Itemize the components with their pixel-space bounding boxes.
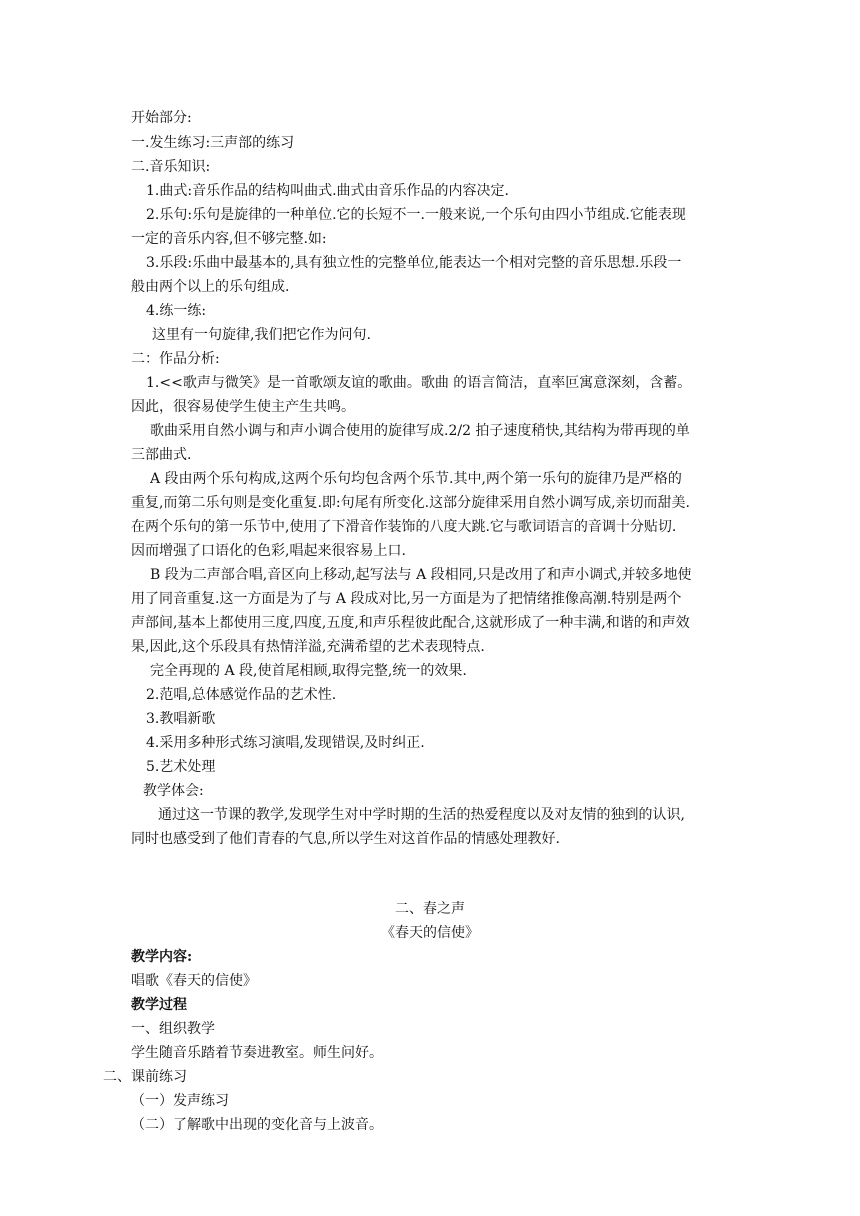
list-item: 二：作品分析: (131, 351, 220, 367)
paragraph-line: A 段由两个乐句构成,这两个乐句均包含两个乐节.其中,两个第一乐句的旋律乃是严格的 (150, 471, 682, 487)
section-heading-reflection: 教学体会: (143, 783, 204, 799)
step-text: 学生随音乐踏着节奏进教室。师生问好。 (131, 1045, 383, 1061)
content-text: 唱歌《春天的信使》 (131, 973, 257, 989)
process-heading: 教学过程 (131, 997, 187, 1013)
paragraph-line: B 段为二声部合唱,音区向上移动,起写法与 A 段相同,只是改用了和声小调式,并较多地使 (150, 567, 692, 583)
list-item: 4.采用多种形式练习演唱,发现错误,及时纠正. (146, 735, 425, 751)
paragraph-line: 三部曲式. (131, 447, 192, 463)
list-item: 一.发生练习:三声部的练习 (131, 135, 295, 151)
sub-step: （二）了解歌中出现的变化音与上波音。 (131, 1117, 383, 1133)
paragraph-line: 般由两个以上的乐句组成. (131, 279, 290, 295)
paragraph-line: 1.<<歌声与微笑》是一首歌颂友谊的歌曲。歌曲 的语言简洁，直率叵寓意深刻，含蓄。 (146, 375, 692, 391)
song-title: 《春天的信使》 (381, 925, 479, 941)
paragraph-line: 这里有一句旋律,我们把它作为问句. (152, 327, 371, 343)
paragraph-line: 完全再现的 A 段,使首尾相顾,取得完整,统一的效果. (150, 663, 467, 679)
content-heading: 教学内容: (131, 949, 193, 965)
paragraph-line: 用了同音重复.这一方面是为了与 A 段成对比,另一方面是为了把情绪推像高潮.特别是两个 (131, 591, 682, 607)
paragraph-line: 2.乐句:乐句是旋律的一种单位.它的长短不一.一般来说,一个乐句由四小节组成.它能表现 (146, 207, 686, 223)
paragraph-line: 通过这一节课的教学,发现学生对中学时期的生活的热爱程度以及对友情的独到的认识, (158, 807, 685, 823)
paragraph-line: 在两个乐句的第一乐节中,使用了下滑音作装饰的八度大跳.它与歌词语言的音调十分贴切. (131, 519, 677, 535)
paragraph-line: 一定的音乐内容,但不够完整.如: (131, 231, 327, 247)
paragraph-line: 歌曲采用自然小调与和声小调合使用的旋律写成.2/2 拍子速度稍快,其结构为带再现的单 (150, 423, 690, 439)
paragraph-line: 因而增强了口语化的色彩,唱起来很容易上口. (131, 543, 406, 559)
step-heading: 二、课前练习 (103, 1069, 187, 1085)
paragraph-line: 果,因此,这个乐段具有热情洋溢,充满希望的艺术表现特点. (131, 639, 485, 655)
paragraph-line: 4.练一练: (146, 303, 207, 319)
paragraph-line: 重复,而第二乐句则是变化重复.即:句尾有所变化.这部分旋律采用自然小调写成,亲切而甜美. (131, 495, 690, 511)
list-item: 5.艺术处理 (146, 759, 216, 775)
paragraph-line: 1.曲式:音乐作品的结构叫曲式.曲式由音乐作品的内容决定. (146, 183, 509, 199)
paragraph-line: 同时也感受到了他们青春的气息,所以学生对这首作品的情感处理教好. (131, 831, 560, 847)
sub-step: （一）发声练习 (131, 1093, 229, 1109)
step-heading: 一、组织教学 (131, 1021, 215, 1037)
section-heading-opening: 开始部分: (131, 110, 192, 126)
list-item: 3.教唱新歌 (146, 711, 216, 727)
paragraph-line: 因此，很容易使学生使主产生共鸣。 (131, 399, 355, 415)
list-item: 二.音乐知识: (131, 159, 211, 175)
list-item: 2.范唱,总体感觉作品的艺术性. (146, 687, 337, 703)
paragraph-line: 3.乐段:乐曲中最基本的,具有独立性的完整单位,能表达一个相对完整的音乐思想.乐段一 (146, 255, 682, 271)
unit-title: 二、春之声 (395, 901, 465, 917)
paragraph-line: 声部间,基本上都使用三度,四度,五度,和声乐程彼此配合,这就形成了一种丰满,和谐的和声效 (131, 615, 690, 631)
